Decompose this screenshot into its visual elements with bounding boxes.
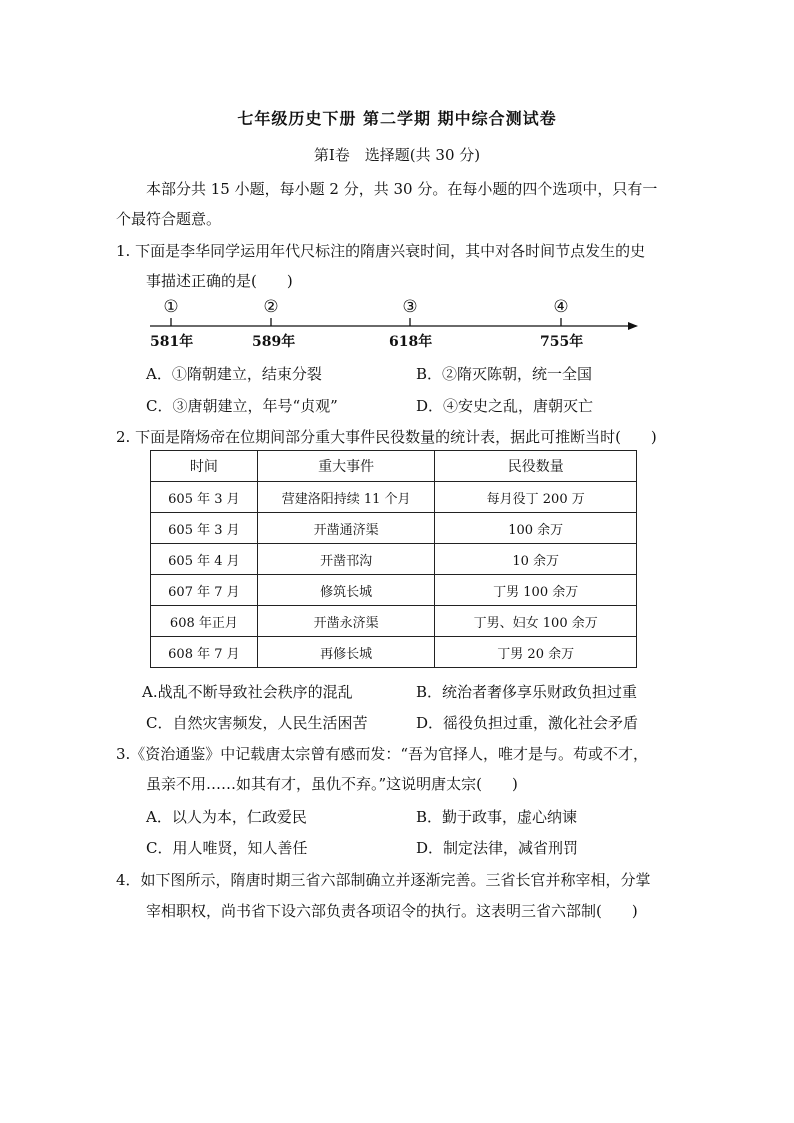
table-cell: 10 余万 (435, 544, 637, 575)
table-row (151, 575, 637, 606)
timeline-node-2-year: 589年 (252, 334, 296, 350)
q1-stem-line-1: 1. 下面是李华同学运用年代尺标注的隋唐兴衰时间，其中对各时间节点发生的史 (116, 242, 646, 260)
q2-option-a[interactable]: A.战乱不断导致社会秩序的混乱 (142, 683, 353, 701)
q2-option-c[interactable]: C．自然灾害频发，人民生活困苦 (146, 714, 368, 732)
exam-title: 七年级历史下册 第二学期 期中综合测试卷 (237, 109, 557, 128)
q1-option-b[interactable]: B．②隋灭陈朝，统一全国 (416, 365, 593, 383)
table-cell: 605 年 4 月 (151, 544, 258, 575)
timeline-arrow-head (628, 322, 638, 330)
q2-statistics-table (150, 450, 637, 668)
timeline-node-4-marker: ④ (553, 297, 569, 317)
table-cell: 605 年 3 月 (151, 482, 258, 513)
table-cell: 605 年 3 月 (151, 513, 258, 544)
q3-option-a[interactable]: A．以人为本，仁政爱民 (146, 808, 307, 826)
q3-option-d[interactable]: D．制定法律，减省刑罚 (416, 839, 579, 857)
table-header-event: 重大事件 (257, 451, 435, 482)
q3-stem-line-1: 3.《资治通鉴》中记载唐太宗曾有感而发：“吾为官择人，唯才是与。苟或不才， (116, 745, 648, 763)
q2-option-b[interactable]: B．统治者奢侈享乐财政负担过重 (416, 683, 638, 701)
table-row (151, 606, 637, 637)
q3-stem-line-2: 虽亲不用……如其有才，虽仇不弃。”这说明唐太宗( ) (146, 775, 518, 793)
table-row (151, 482, 637, 513)
table-cell: 丁男 100 余万 (435, 575, 637, 606)
table-cell: 100 余万 (435, 513, 637, 544)
table-row (151, 544, 637, 575)
q1-option-d[interactable]: D．④安史之乱，唐朝灭亡 (416, 397, 594, 415)
q2-option-d[interactable]: D．徭役负担过重，激化社会矛盾 (416, 714, 639, 732)
q1-option-c[interactable]: C．③唐朝建立，年号“贞观” (146, 397, 338, 415)
table-cell: 开凿邗沟 (257, 544, 435, 575)
table-cell: 607 年 7 月 (151, 575, 258, 606)
table-header-time: 时间 (151, 451, 258, 482)
table-cell: 开凿永济渠 (257, 606, 435, 637)
q1-stem-line-2: 事描述正确的是( ) (146, 272, 293, 290)
table-cell: 再修长城 (257, 637, 435, 668)
table-cell: 营建洛阳持续 11 个月 (257, 482, 435, 513)
table-cell: 每月役丁 200 万 (435, 482, 637, 513)
table-cell: 608 年正月 (151, 606, 258, 637)
q2-stem: 2. 下面是隋炀帝在位期间部分重大事件民役数量的统计表，据此可推断当时( ) (116, 428, 657, 446)
intro-line-1: 本部分共 15 小题，每小题 2 分，共 30 分。在每小题的四个选项中，只有一 (146, 180, 658, 198)
table-cell: 丁男、妇女 100 余万 (435, 606, 637, 637)
table-header-labor: 民役数量 (435, 451, 637, 482)
table-row (151, 637, 637, 668)
q3-option-c[interactable]: C．用人唯贤，知人善任 (146, 839, 308, 857)
timeline-node-3-year: 618年 (389, 334, 433, 350)
timeline-node-1-year: 581年 (150, 334, 194, 350)
table-cell: 608 年 7 月 (151, 637, 258, 668)
timeline-node-4-year: 755年 (540, 334, 584, 350)
intro-line-2: 个最符合题意。 (116, 210, 222, 228)
timeline-node-1-marker: ① (163, 297, 179, 317)
table-cell: 开凿通济渠 (257, 513, 435, 544)
section-heading: 第Ⅰ卷 选择题(共 30 分) (313, 146, 481, 164)
timeline-node-2-marker: ② (263, 297, 279, 317)
timeline-node-3-marker: ③ (402, 297, 418, 317)
table-row (151, 513, 637, 544)
q4-stem-line-1: 4．如下图所示，隋唐时期三省六部制确立并逐渐完善。三省长官并称宰相，分掌 (116, 871, 651, 889)
q4-stem-line-2: 宰相职权，尚书省下设六部负责各项诏令的执行。这表明三省六部制( ) (146, 902, 638, 920)
table-cell: 丁男 20 余万 (435, 637, 637, 668)
table-cell: 修筑长城 (257, 575, 435, 606)
q3-option-b[interactable]: B．勤于政事，虚心纳谏 (416, 808, 578, 826)
table-header-row (151, 451, 637, 482)
q1-option-a[interactable]: A．①隋朝建立，结束分裂 (146, 365, 322, 383)
timeline-axis (0, 0, 794, 360)
